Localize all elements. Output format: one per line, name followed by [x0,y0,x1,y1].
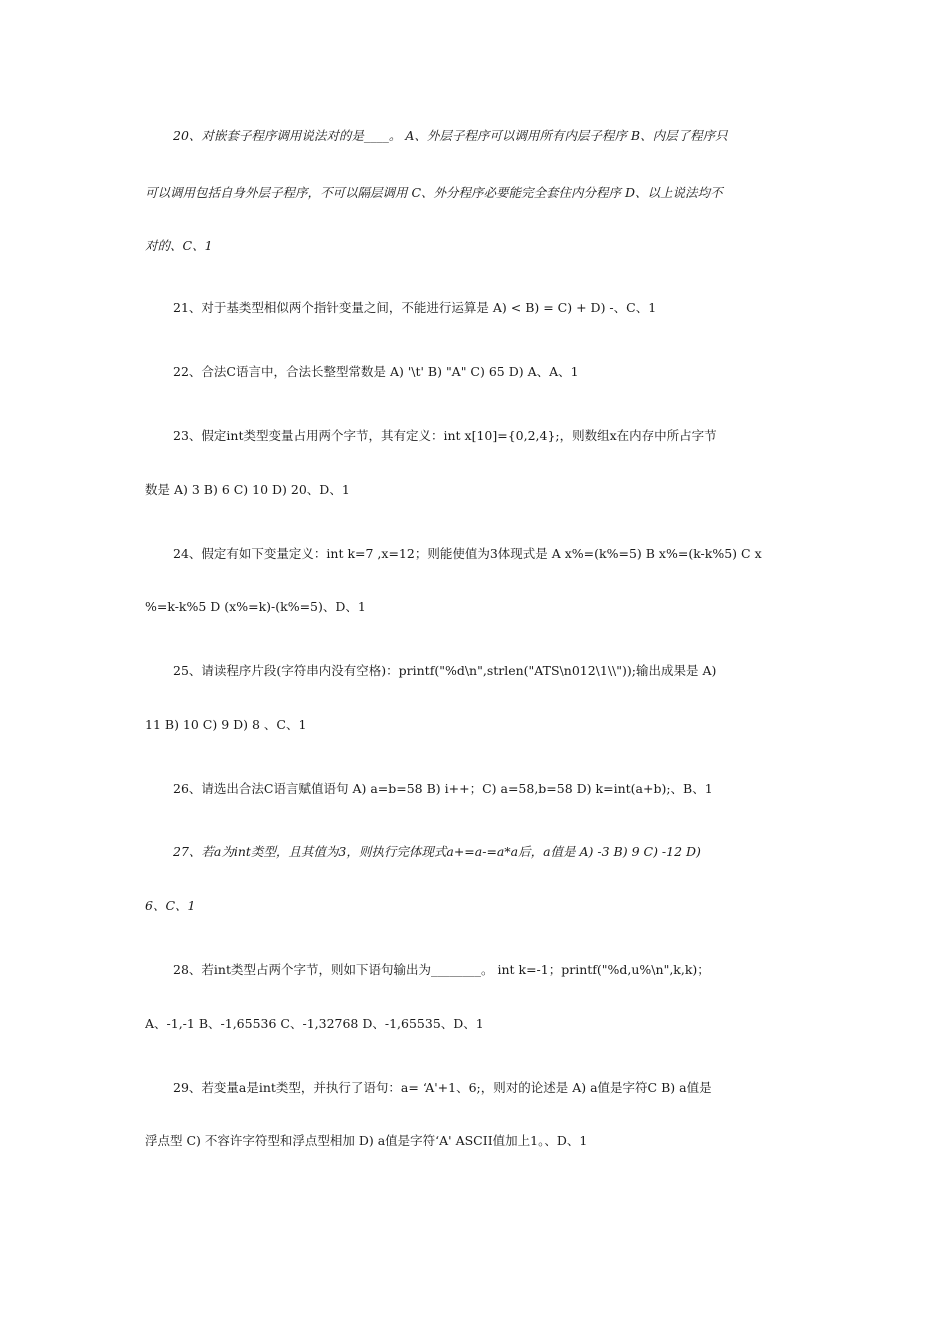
question-28-line-2: A、-1,-1 B、-1,65536 C、-1,32768 D、-1,65535、D、1 [145,1016,484,1031]
question-29-line-2: 浮点型 C) 不容许字符型和浮点型相加 D) a值是字符‘A' ASCII值加上1。、D、1 [145,1133,588,1148]
question-27-line-1: 27、若a为int类型，且其值为3，则执行完体现式a+=a-=a*a后，a值是 A) -3 B) 9 C) -12 D) [173,844,701,859]
question-23-line-2: 数是 A) 3 B) 6 C) 10 D) 20、D、1 [145,482,350,497]
question-26-line-1: 26、请选出合法C语言赋值语句 A) a=b=58 B) i++；C) a=58,b=58 D) k=int(a+b);、B、1 [173,781,713,796]
question-27-line-2: 6、C、1 [145,898,196,913]
question-23-line-1: 23、假定int类型变量占用两个字节，其有定义：int x[10]={0,2,4};，则数组x在内存中所占字节 [173,428,717,443]
question-24-line-2: %=k-k%5 D (x%=k)-(k%=5)、D、1 [145,599,366,614]
question-20-line-1: 20、对嵌套子程序调用说法对的是____。 A、外层子程序可以调用所有内层子程序 B、内层了程序只 [173,128,728,143]
question-25-line-2: 11 B) 10 C) 9 D) 8 、C、1 [145,717,307,732]
question-22-line-1: 22、合法C语言中，合法长整型常数是 A) '\t' B) "A" C) 65 D) A、A、1 [173,364,579,379]
question-25-line-1: 25、请读程序片段(字符串内没有空格)：printf("%d\n",strlen("ATS\n012\1\\"));输出成果是 A) [173,663,717,678]
question-20-line-3: 对的、C、1 [145,238,213,253]
question-29-line-1: 29、若变量a是int类型，并执行了语句：a= ‘A'+1、6;，则对的论述是 A) a值是字符C B) a值是 [173,1080,712,1095]
question-21-line-1: 21、对于基类型相似两个指针变量之间，不能进行运算是 A) < B) = C) + D) -、C、1 [173,300,657,315]
question-28-line-1: 28、若int类型占两个字节，则如下语句输出为________。 int k=-1；printf("%d,u%\n",k,k)； [173,962,710,977]
question-20-line-2: 可以调用包括自身外层子程序，不可以隔层调用 C、外分程序必要能完全套住内分程序 D、以上说法均不 [145,185,723,200]
question-24-line-1: 24、假定有如下变量定义：int k=7 ,x=12；则能使值为3体现式是 A x%=(k%=5) B x%=(k-k%5) C x [173,546,762,561]
